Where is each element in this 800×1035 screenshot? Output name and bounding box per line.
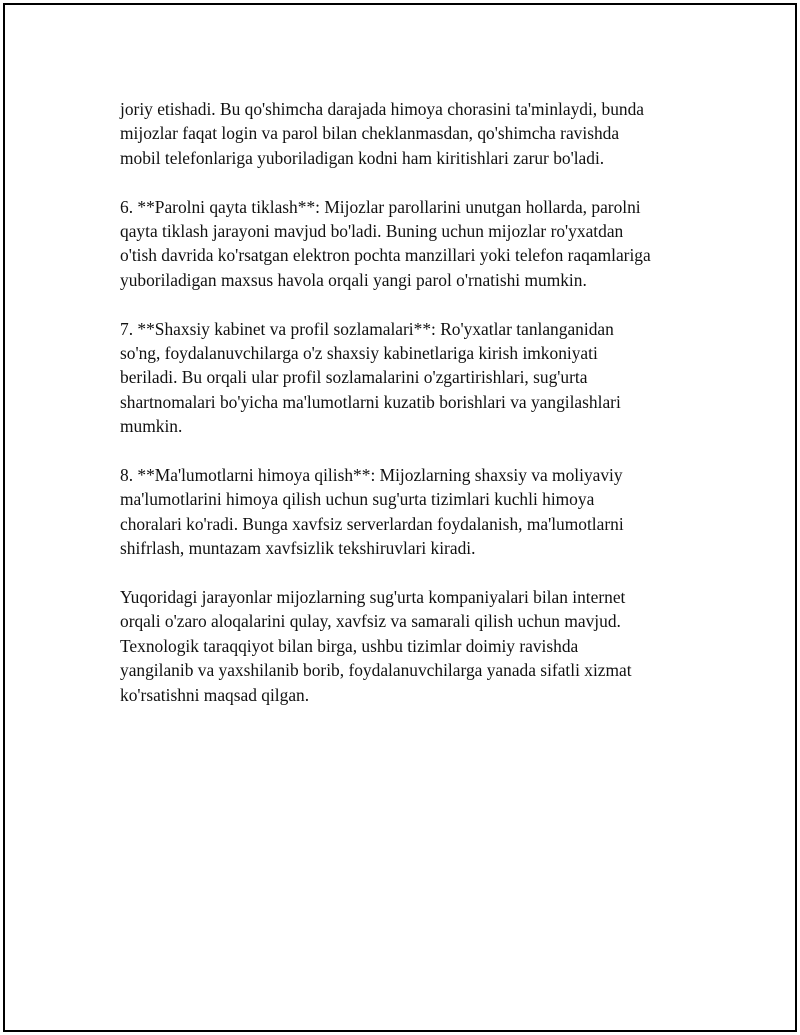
- paragraph-item-7: [120, 317, 700, 439]
- paragraph-item-6: [120, 195, 700, 293]
- text-line: 7. **Shaxsiy kabinet va profil sozlamalari**: Ro'yxatlar tanlanganidan: [120, 318, 614, 339]
- text-line: mijozlar faqat login va parol bilan cheklanmasdan, qo'shimcha ravishda: [120, 123, 620, 144]
- paragraph-item-8: [120, 463, 700, 561]
- text-line: joriy etishadi. Bu qo'shimcha darajada himoya chorasini ta'minlaydi, bunda: [120, 99, 644, 119]
- text-line: 8. **Ma'lumotlarni himoya qilish**: Mijozlarning shaxsiy va moliyaviy: [120, 465, 623, 486]
- text-line: Texnologik taraqqiyot bilan birga, ushbu tizimlar doimiy ravishda: [120, 635, 579, 656]
- text-line: mumkin.: [120, 416, 183, 437]
- text-line: yuboriladigan maxsus havola orqali yangi parol o'rnatishi mumkin.: [120, 269, 587, 290]
- text-line: mobil telefonlariga yuboriladigan kodni ham kiritishlari zarur bo'ladi.: [120, 147, 605, 168]
- text-line: o'tish davrida ko'rsatgan elektron pochta manzillari yoki telefon raqamlariga: [120, 245, 651, 266]
- text-line: yangilanib va yaxshilanib borib, foydalanuvchilarga yanada sifatli xizmat: [120, 660, 632, 681]
- text-line: qayta tiklash jarayoni mavjud bo'ladi. Buning uchun mijozlar ro'yxatdan: [120, 221, 624, 242]
- text-line: beriladi. Bu orqali ular profil sozlamalarini o'zgartirishlari, sug'urta: [120, 367, 588, 388]
- text-line: ko'rsatishni maqsad qilgan.: [120, 684, 310, 705]
- paragraph-conclusion: [120, 585, 700, 707]
- text-line: orqali o'zaro aloqalarini qulay, xavfsiz va samarali qilish uchun mavjud.: [120, 611, 621, 632]
- text-line: 6. **Parolni qayta tiklash**: Mijozlar parollarini unutgan hollarda, parolni: [120, 196, 641, 217]
- document-body: [120, 97, 700, 731]
- paragraph-intro-continuation: [120, 97, 700, 170]
- text-line: Yuqoridagi jarayonlar mijozlarning sug'urta kompaniyalari bilan internet: [120, 587, 626, 608]
- text-line: so'ng, foydalanuvchilarga o'z shaxsiy kabinetlariga kirish imkoniyati: [120, 343, 598, 364]
- text-line: shartnomalari bo'yicha ma'lumotlarni kuzatib borishlari va yangilashlari: [120, 391, 621, 412]
- text-line: choralari ko'radi. Bunga xavfsiz serverlardan foydalanish, ma'lumotlarni: [120, 513, 624, 534]
- text-line: shifrlash, muntazam xavfsizlik tekshiruvlari kiradi.: [120, 538, 476, 559]
- text-line: ma'lumotlarini himoya qilish uchun sug'urta tizimlari kuchli himoya: [120, 489, 595, 510]
- document-page: [3, 3, 797, 1032]
